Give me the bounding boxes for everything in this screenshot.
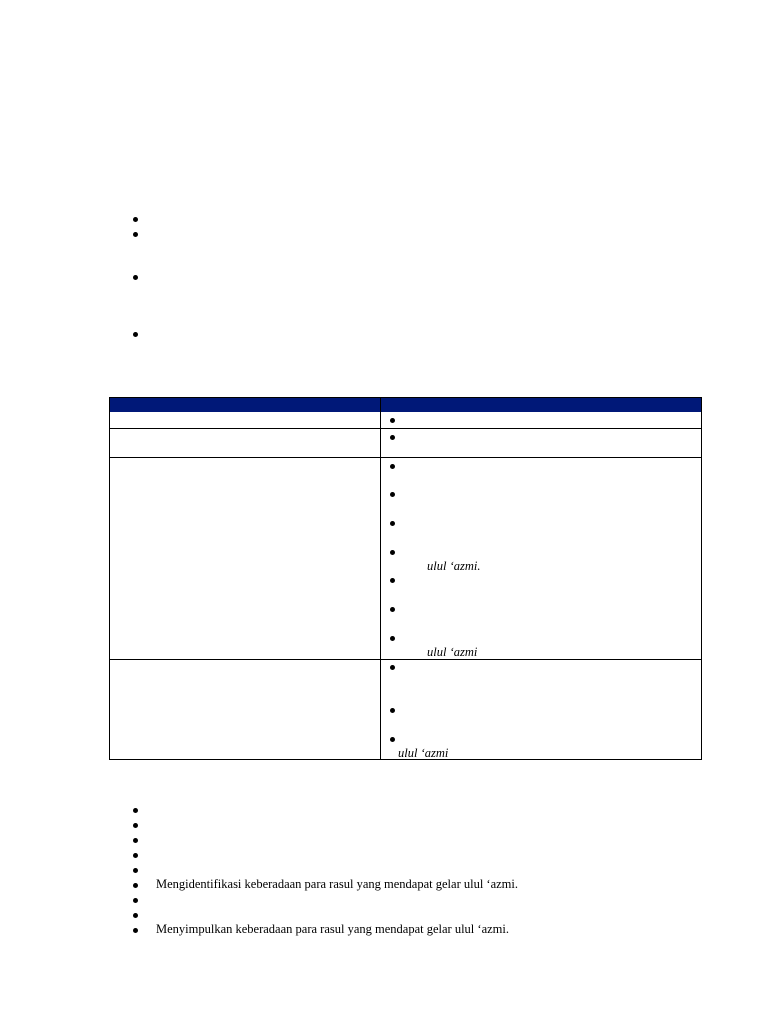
list-bullet [133,332,138,337]
table-bullet [390,492,395,497]
list-bullet [133,928,138,933]
table-bullet [390,464,395,469]
table-bullet [390,550,395,555]
list-bullet [133,808,138,813]
competency-table [109,397,702,760]
italic-term: ulul ‘azmi [427,645,478,659]
list-item-text: Menyimpulkan keberadaan para rasul yang mendapat gelar ulul ‘azmi. [156,922,509,936]
table-bullet [390,435,395,440]
list-bullet [133,853,138,858]
table-bullet [390,418,395,423]
table-row [110,458,701,659]
table-bullet [390,737,395,742]
table-bullet [390,607,395,612]
list-bullet [133,232,138,237]
list-item-text: Mengidentifikasi keberadaan para rasul yang mendapat gelar ulul ‘azmi. [156,877,519,891]
list-bullet [133,823,138,828]
table-bullet [390,636,395,641]
table-row [110,412,701,428]
table-bullet [390,521,395,526]
objectives-list [0,0,768,360]
table-bullet [390,578,395,583]
table-row [110,429,701,457]
indicators-list [0,795,768,945]
list-bullet [133,275,138,280]
list-bullet [133,868,138,873]
list-bullet [133,883,138,888]
list-bullet [133,898,138,903]
list-bullet [133,913,138,918]
table-bullet [390,665,395,670]
table-bullet [390,708,395,713]
italic-term: ulul ‘azmi [398,746,449,760]
table-row [110,660,701,759]
list-bullet [133,838,138,843]
italic-term: ulul ‘azmi. [427,559,481,573]
table-header-row [110,398,701,412]
list-bullet [133,217,138,222]
